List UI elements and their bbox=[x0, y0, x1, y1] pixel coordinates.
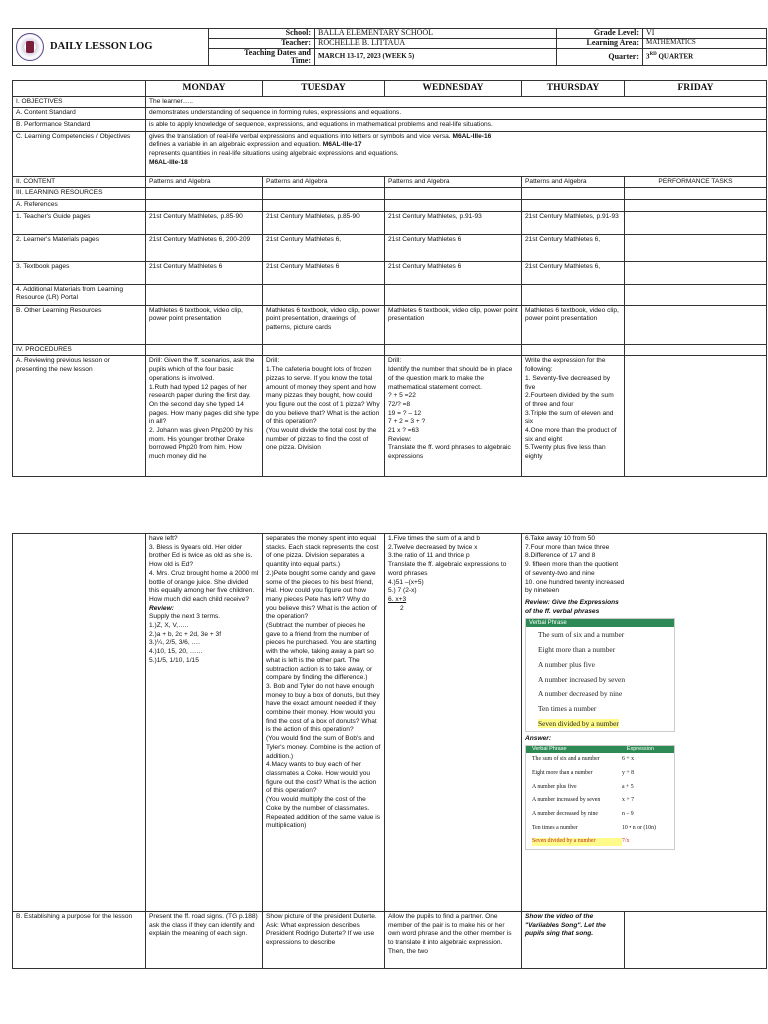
area-label: Learning Area: bbox=[557, 39, 643, 49]
other-wed: Mathletes 6 textbook, video clip, power point presentation bbox=[385, 305, 522, 344]
lm-thu: 21st Century Mathletes 6, bbox=[522, 234, 625, 261]
deped-seal-icon bbox=[16, 33, 44, 61]
performance-standard-text: is able to apply knowledge of sequence, expressions, and equations in mathematical problems and real-life situations. bbox=[146, 119, 767, 131]
wed-review-part1: Drill: Identify the number that should be in place of the question mark to make the mathematical statement correct. ? + 5 =22 72/? =8 19 = ? – 12 7 + 2 = 3 + ? 21 x ? =63 Review: Translate the ff. word phrases to algebraic expressions bbox=[385, 356, 522, 477]
tg-tue: 21st Century Mathletes, p.85-90 bbox=[263, 211, 385, 234]
procedures-label: IV. PROCEDURES bbox=[13, 344, 146, 356]
lm-label: 2. Learner's Materials pages bbox=[13, 234, 146, 261]
quarter-label: Quarter: bbox=[557, 49, 643, 66]
day-thursday: THURSDAY bbox=[522, 81, 625, 97]
content-label: II. CONTENT bbox=[13, 176, 146, 188]
procedure-a-continued bbox=[13, 534, 146, 912]
dates-value: MARCH 13-17, 2023 (WEEK 5) bbox=[315, 49, 557, 66]
school-value: BALLA ELEMENTARY SCHOOL bbox=[315, 29, 557, 39]
additional-materials-label: 4. Additional Materials from Learning Resource (LR) Portal bbox=[13, 284, 146, 305]
tg-wed: 21st Century Mathletes, p.91-93 bbox=[385, 211, 522, 234]
content-standard-label: A. Content Standard bbox=[13, 108, 146, 120]
wed-review-part2: 1.Five times the sum of a and b 2.Twelve decreased by twice x 3.the ratio of 11 and thrice p Translate the ff. algebraic expressions to word phrases 4.)51 –(x+5) 5.) 7 (2-x) 6. x+3 2 bbox=[385, 534, 522, 912]
area-value: MATHEMATICS bbox=[643, 39, 767, 49]
performance-standard-label: B. Performance Standard bbox=[13, 119, 146, 131]
references-label: A. References bbox=[13, 200, 146, 212]
competencies-text: gives the translation of real-life verbal expressions and equations into letters or symbols and vice versa. M6AL-IIIe-16 defines a variable in an algebraic expression and equation. M6AL-IIIe-17 represents quantities in real-life situations using algebraic expressions and equations. M6AL-IIIe-18 bbox=[146, 131, 767, 176]
tg-mon: 21st Century Mathletes, p.85-90 bbox=[146, 211, 263, 234]
tb-mon: 21st Century Mathletes 6 bbox=[146, 261, 263, 284]
thu-review-part1: Write the expression for the following: 1. Seventy-five decreased by five 2.Fourteen divided by the sum of three and four 3.Triple the sum of eleven and six 4.One more than the product of six and eight 5.Twenty plus five less than eighty bbox=[522, 356, 625, 477]
answer-table-image: Verbal Phrase Expression The sum of six and a number 6 + x Eight more than a number y + 8 A number plus five a + 5 A number increased by seven x + 7 A number decreased by nine n – 9 Ten times a number 10 • n or (10n) Seven divided by a number 7/x bbox=[525, 745, 675, 849]
verbal-phrase-image: Verbal Phrase The sum of six and a number Eight more than a number A number plus five A number increased by seven A number decreased by nine Ten times a number Seven divided by a number bbox=[525, 618, 675, 731]
content-mon: Patterns and Algebra bbox=[146, 176, 263, 188]
teacher-value: ROCHELLE B. LITTAUA bbox=[315, 39, 557, 49]
objectives-intro: The learner….. bbox=[146, 96, 767, 108]
other-tue: Mathletes 6 textbook, video clip, power point presentation, drawings of patterns, picture cards bbox=[263, 305, 385, 344]
teacher-label: Teacher: bbox=[209, 39, 315, 49]
quarter-value: 3RD QUARTER bbox=[643, 49, 767, 66]
lm-tue: 21st Century Mathletes 6, bbox=[263, 234, 385, 261]
content-thu: Patterns and Algebra bbox=[522, 176, 625, 188]
thu-review-part2: 6.Take away 10 from 50 7.Four more than twice three 8.Difference of 17 and 8 9. fifteen more than the quotient of seventy-two and nine 10. one hundred twenty increased by nineteen Review: Give the Expressions of the ff. verbal phrases Verbal Phrase The sum of six and a number Eight more than a number A number plus five A number increased by seven A number decreased by nine Ten times a number Seven divided by a number Answer: Verbal Phrase Expression The sum of six and a number 6 + x Eight more than a number y + 8 A number plus five a + 5 A number increased by seven x + 7 A number decreased by nine n – 9 Ten times a number 10 • n or (10n) Seven divided by a number 7/x bbox=[522, 534, 767, 912]
lesson-table-page2 bbox=[12, 533, 766, 969]
procedure-b-label: B. Establishing a purpose for the lesson bbox=[13, 912, 146, 969]
tb-wed: 21st Century Mathletes 6 bbox=[385, 261, 522, 284]
content-standard-text: demonstrates understanding of sequence in forming rules, expressions and equations. bbox=[146, 108, 767, 120]
lm-mon: 21st Century Mathletes 6, 200-209 bbox=[146, 234, 263, 261]
procedure-a-label: A. Reviewing previous lesson or presenting the new lesson bbox=[13, 356, 146, 477]
lesson-table-page1 bbox=[12, 80, 766, 477]
thu-purpose: Show the video of the "Variiables Song". Let the pupils sing that song. bbox=[522, 912, 625, 969]
other-resources-label: B. Other Learning Resources bbox=[13, 305, 146, 344]
content-fri: PERFORMANCE TASKS bbox=[625, 176, 767, 188]
tue-review-part2: separates the money spent into equal stacks. Each stack represents the cost of one pizza. Division separates a quantity into equal parts.) 2.)Pete bought some candy and gave some of the pieces to his best friend, Hal. How could you figure out how many pieces Pete has left? Why do you believe this? What is the action of the operation? (Subtract the number of pieces he gave to a friend from the number of pieces he purchased. You are starting with the whole, taking away a part so what is left is the other part. The subtraction action is to take away, or compare by finding the difference.) 3. Bob and Tyler do not have enough money to buy a box of donuts, but they have the exact amount needed if they combine their money. How would you find the cost of a box of donuts? What is the action of this operation? (You would find the sum of Bob's and Tyler's money. Combine is the action of addition.) 4.Macy wants to buy each of her classmates a Coke. How would you figure out the cost? What is the action of this operation? (You would multiply the cost of the Coke by the number of classmates. Repeated addition of the same value is multiplication) bbox=[263, 534, 385, 912]
day-wednesday: WEDNESDAY bbox=[385, 81, 522, 97]
other-mon: Mathletes 6 textbook, video clip, power point presentation bbox=[146, 305, 263, 344]
resources-label: III. LEARNING RESOURCES bbox=[13, 188, 146, 200]
school-label: School: bbox=[209, 29, 315, 39]
tg-thu: 21st Century Mathletes, p.91-93 bbox=[522, 211, 625, 234]
tb-tue: 21st Century Mathletes 6 bbox=[263, 261, 385, 284]
objectives-label: I. OBJECTIVES bbox=[13, 96, 146, 108]
competencies-label: C. Learning Competencies / Objectives bbox=[13, 131, 146, 176]
day-tuesday: TUESDAY bbox=[263, 81, 385, 97]
wed-fraction-denominator: 2 bbox=[400, 604, 404, 612]
tb-label: 3. Textbook pages bbox=[13, 261, 146, 284]
grade-value: VI bbox=[643, 29, 767, 39]
answer-label: Answer: bbox=[525, 734, 552, 742]
page-title: DAILY LESSON LOG bbox=[50, 41, 153, 53]
mon-review-part1: Drill: Given the ff. scenarios, ask the pupils which of the four basic operations is involved. 1.Ruth had typed 12 pages of her research paper during the first day. On the second day she typed 14 pages. How many pages did she type in all? 2. Johann was given Php200 by his mom. His younger brother Drake borrowed Php20 from him. How much money did he bbox=[146, 356, 263, 477]
tg-label: 1. Teacher's Guide pages bbox=[13, 211, 146, 234]
tue-review-part1: Drill: 1.The cafeteria bought lots of frozen pizzas to serve. If you know the total amount of money they spent and how many pizzas they bought, how could you figure out the cost of 1 pizza? Why do you believe that? What is the action of this operation? (You would divide the total cost by the number of pizzas to find the cost of one pizza. Division bbox=[263, 356, 385, 477]
logo-title-cell bbox=[13, 29, 209, 66]
wed-purpose: Allow the pupils to find a partner. One member of the pair is to make his or her own word phrase and the other member is to translate it into algebraic expression. Then, the two bbox=[385, 912, 522, 969]
day-monday: MONDAY bbox=[146, 81, 263, 97]
content-wed: Patterns and Algebra bbox=[385, 176, 522, 188]
corner-cell bbox=[13, 81, 146, 97]
mon-review-part2: have left? 3. Bless is 9years old. Her older brother Ed is twice as old as she is. How old is Ed? 4. Mrs. Cruz brought home a 2000 ml bottle of orange juice. She divided this equally among her five children. How much did each child receive? Review: Supply the next 3 terms. 1.)Z, X, V,….. 2.)a + b, 2c + 2d, 3e + 3f 3.)¼, 2/5, 3/6, …. 4.)10, 15, 20, …… 5.)1/5, 1/10, 1/15 bbox=[146, 534, 263, 912]
day-friday: FRIDAY bbox=[625, 81, 767, 97]
mon-purpose: Present the ff. road signs. (TG p.188) ask the class if they can identify and explain the meaning of each sign. bbox=[146, 912, 263, 969]
dates-label: Teaching Dates and Time: bbox=[209, 49, 315, 66]
content-tue: Patterns and Algebra bbox=[263, 176, 385, 188]
wed-fraction-numerator: 6. x+3 bbox=[388, 595, 407, 603]
other-thu: Mathletes 6 textbook, video clip, power point presentation bbox=[522, 305, 625, 344]
grade-label: Grade Level: bbox=[557, 29, 643, 39]
lm-wed: 21st Century Mathletes 6 bbox=[385, 234, 522, 261]
tue-purpose: Show picture of the president Duterte. Ask: What expression describes President Rodrigo Duterte? If we use expressions to describe bbox=[263, 912, 385, 969]
tb-thu: 21st Century Mathletes 6, bbox=[522, 261, 625, 284]
header-block bbox=[12, 28, 766, 66]
